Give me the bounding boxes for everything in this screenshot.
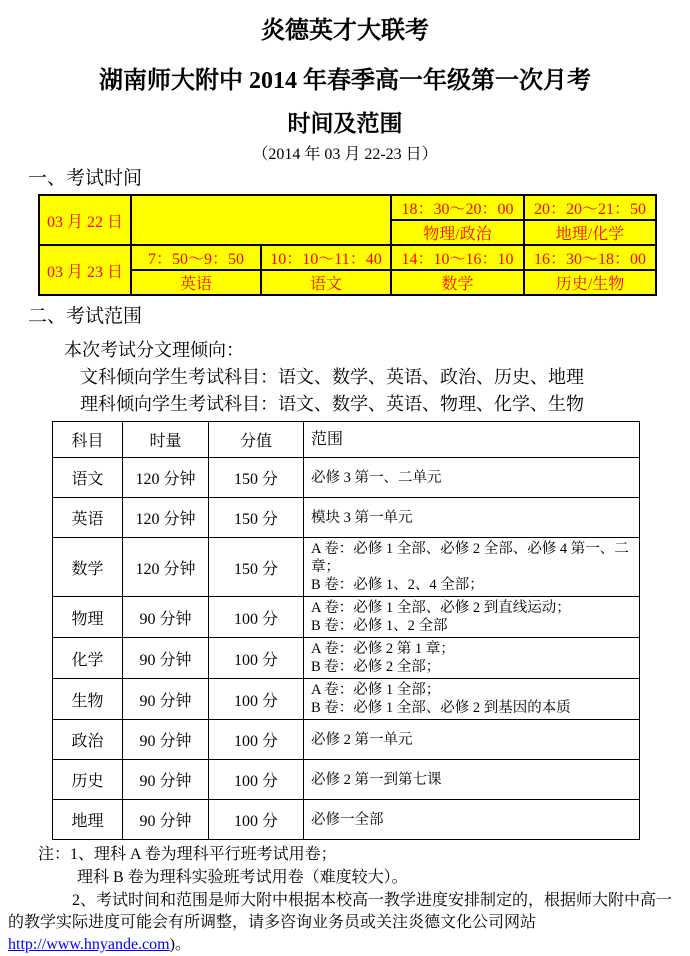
- subject-cell: 物理: [53, 597, 123, 638]
- table-row: [53, 498, 640, 538]
- duration-cell: 120 分钟: [123, 498, 209, 538]
- table-row: [53, 720, 640, 760]
- exam-schedule-table: [38, 194, 657, 296]
- schedule-date-cell: 03 月 22 日: [39, 195, 131, 245]
- points-cell: 100 分: [209, 720, 304, 760]
- duration-cell: 120 分钟: [123, 538, 209, 597]
- scope-line: A 卷：必修 1 全部；: [311, 682, 441, 698]
- schedule-empty-cell: [131, 195, 391, 245]
- subject-cell: 生物: [53, 679, 123, 720]
- duration-cell: 90 分钟: [123, 800, 209, 840]
- schedule-time-cell: 7：50～9：50: [131, 245, 261, 270]
- schedule-time-cell: 14：10～16：10: [391, 245, 524, 270]
- scope-line: 必修 2 第一到第七课: [311, 771, 442, 788]
- schedule-subject-cell: 语文: [261, 270, 391, 295]
- arts-subjects-line: 文科倾向学生考试科目：语文、数学、英语、政治、历史、地理: [80, 367, 584, 387]
- duration-cell: 90 分钟: [123, 597, 209, 638]
- scope-cell: [304, 679, 640, 720]
- scope-line: B 卷：必修 2 全部；: [311, 659, 441, 675]
- table-header-row: [53, 422, 640, 458]
- scope-cell: [304, 638, 640, 679]
- note-line-2: 理科 B 卷为理科实验班考试用卷（难度较大）。: [77, 869, 408, 886]
- scope-cell: [304, 720, 640, 760]
- col-header-subject: 科目: [53, 422, 123, 458]
- subject-cell: 英语: [53, 498, 123, 538]
- scope-line: 模块 3 第一单元: [311, 509, 413, 526]
- points-cell: 100 分: [209, 800, 304, 840]
- table-row: [53, 597, 640, 638]
- scope-line: A 卷：必修 1 全部、必修 2 到直线运动；: [311, 600, 571, 616]
- table-row: [53, 760, 640, 800]
- schedule-time-cell: 10：10～11：40: [261, 245, 391, 270]
- duration-cell: 90 分钟: [123, 679, 209, 720]
- scope-line: B 卷：必修 1、2、4 全部；: [311, 577, 484, 593]
- subject-cell: 政治: [53, 720, 123, 760]
- table-row: [53, 800, 640, 840]
- points-cell: 150 分: [209, 538, 304, 597]
- schedule-subject-cell: 英语: [131, 270, 261, 295]
- scope-line: 必修一全部: [311, 811, 384, 828]
- note-line-1: 注：1、理科 A 卷为理科平行班考试用卷；: [38, 846, 337, 863]
- duration-cell: 90 分钟: [123, 638, 209, 679]
- duration-cell: 90 分钟: [123, 720, 209, 760]
- scope-line: B 卷：必修 1、2 全部: [311, 618, 448, 634]
- scope-line: 必修 3 第一、二单元: [311, 469, 442, 486]
- scope-line: A 卷：必修 1 全部、必修 2 全部、必修 4 第一、二章；: [311, 541, 629, 575]
- scope-cell: [304, 538, 640, 597]
- scope-line: A 卷：必修 2 第 1 章；: [311, 641, 455, 657]
- subject-cell: 历史: [53, 760, 123, 800]
- table-row: [53, 538, 640, 597]
- website-link[interactable]: http://www.hnyande.com: [8, 936, 170, 953]
- col-header-duration: 时量: [123, 422, 209, 458]
- page-subtitle-scope: 时间及范围: [287, 111, 403, 136]
- scope-cell: [304, 597, 640, 638]
- scope-cell: [304, 458, 640, 498]
- scope-cell: [304, 498, 640, 538]
- table-row: [53, 638, 640, 679]
- duration-cell: 90 分钟: [123, 760, 209, 800]
- date-range: （2014 年 03 月 22-23 日）: [252, 146, 438, 163]
- scope-intro: 本次考试分文理倾向：: [64, 340, 244, 360]
- note-paragraph-text: 2、考试时间和范围是师大附中根据本校高一教学进度安排制定的，根据师大附中高一的教学实际进度可能会有所调整，请多咨询业务员或关注炎德文化公司网站: [8, 892, 673, 931]
- exam-scope-table: [52, 421, 640, 840]
- page-subtitle: 湖南师大附中 2014 年春季高一年级第一次月考: [99, 68, 591, 94]
- points-cell: 100 分: [209, 760, 304, 800]
- points-cell: 100 分: [209, 597, 304, 638]
- scope-line: B 卷：必修 1 全部、必修 2 到基因的本质: [311, 700, 571, 716]
- col-header-scope: 范围: [304, 422, 640, 458]
- schedule-subject-cell: 地理/化学: [524, 220, 656, 245]
- schedule-subject-cell: 物理/政治: [391, 220, 524, 245]
- duration-cell: 120 分钟: [123, 458, 209, 498]
- table-row: [53, 458, 640, 498]
- page-title: 炎德英才大联考: [261, 18, 429, 44]
- schedule-time-cell: 16：30～18：00: [524, 245, 656, 270]
- subject-cell: 语文: [53, 458, 123, 498]
- points-cell: 150 分: [209, 498, 304, 538]
- note-paragraph: [8, 890, 684, 956]
- subject-cell: 地理: [53, 800, 123, 840]
- col-header-points: 分值: [209, 422, 304, 458]
- subject-cell: 数学: [53, 538, 123, 597]
- points-cell: 150 分: [209, 458, 304, 498]
- science-subjects-line: 理科倾向学生考试科目：语文、数学、英语、物理、化学、生物: [80, 394, 584, 414]
- table-row: [39, 245, 656, 270]
- note-paragraph-suffix: )。: [169, 936, 191, 953]
- table-row: [39, 270, 656, 295]
- schedule-time-cell: 20：20～21：50: [524, 195, 656, 220]
- schedule-time-cell: 18：30～20：00: [391, 195, 524, 220]
- schedule-subject-cell: 历史/生物: [524, 270, 656, 295]
- table-row: [53, 679, 640, 720]
- section-heading-exam-scope: 二、考试范围: [28, 306, 143, 327]
- scope-cell: [304, 800, 640, 840]
- table-row: [39, 195, 656, 220]
- points-cell: 100 分: [209, 679, 304, 720]
- points-cell: 100 分: [209, 638, 304, 679]
- schedule-date-cell: 03 月 23 日: [39, 245, 131, 295]
- section-heading-exam-time: 一、考试时间: [28, 168, 143, 189]
- scope-cell: [304, 760, 640, 800]
- schedule-subject-cell: 数学: [391, 270, 524, 295]
- scope-line: 必修 2 第一单元: [311, 731, 413, 748]
- subject-cell: 化学: [53, 638, 123, 679]
